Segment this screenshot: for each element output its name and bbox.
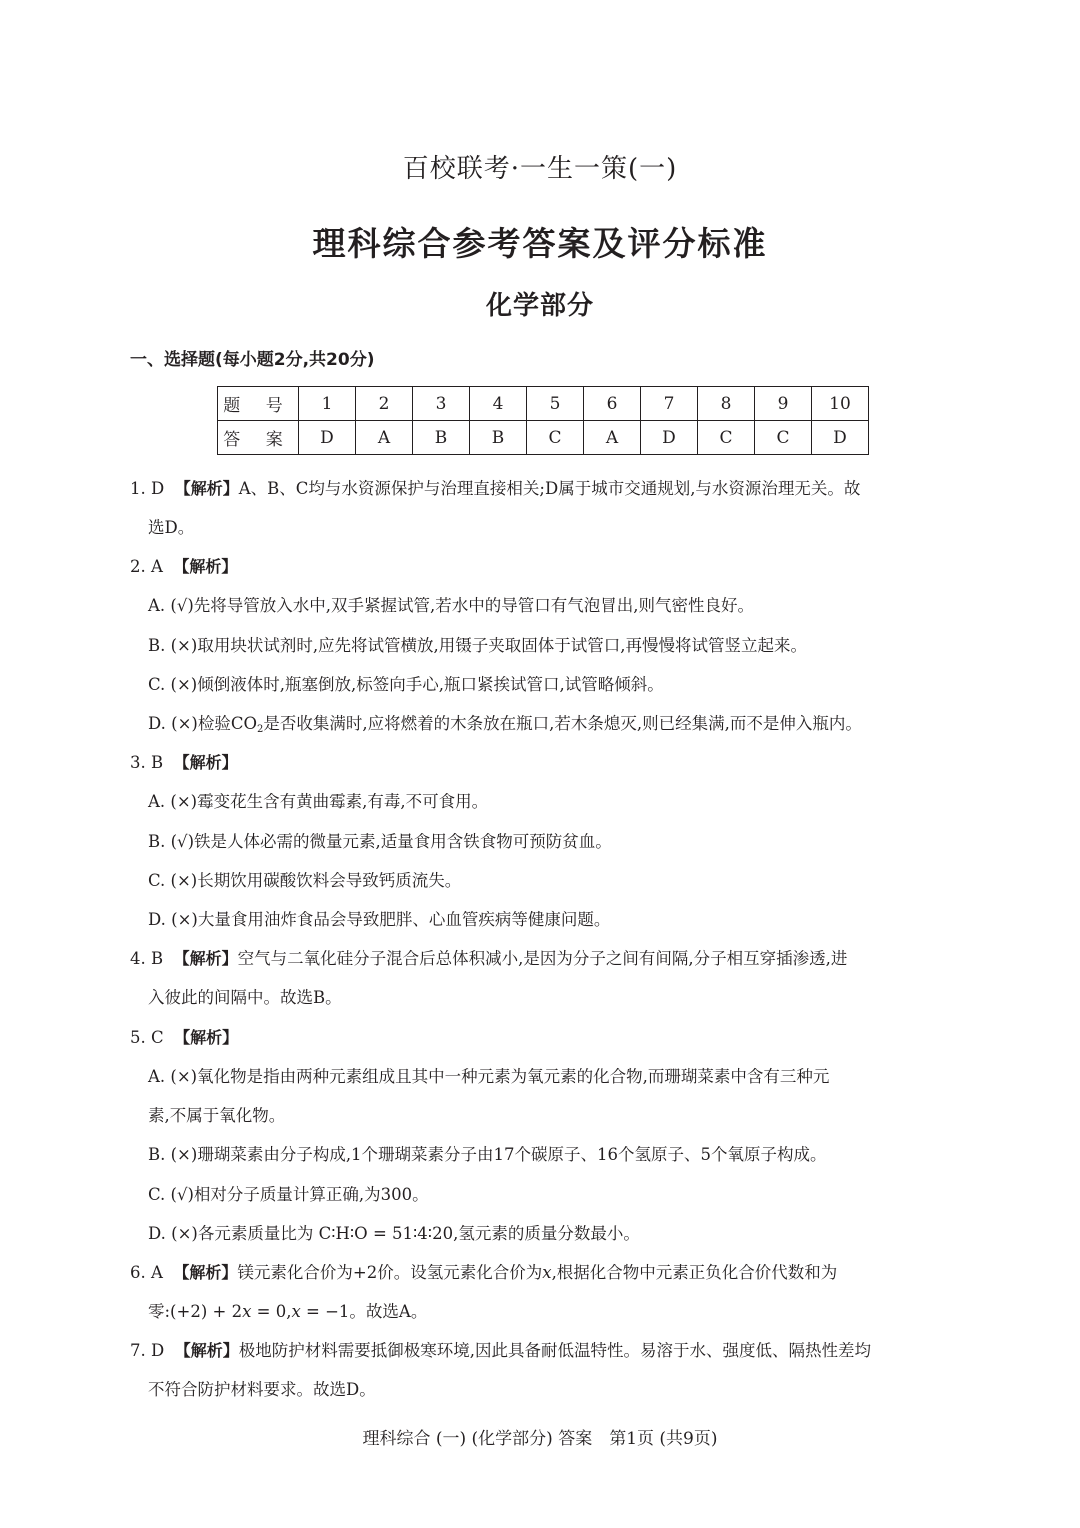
analysis-tag: 【解析】: [174, 1028, 239, 1047]
q6-explanation: [130, 1263, 837, 1283]
q2-option-b: B. (×)取用块状试剂时,应先将试管横放,用镊子夹取固体于试管口,再慢慢将试管竖立起来。: [148, 636, 808, 655]
explanation-text: = 0,: [251, 1302, 292, 1321]
section-title: 化学部分: [485, 291, 594, 321]
question-number: 2: [356, 387, 413, 421]
question-id: 5. C: [130, 1028, 164, 1047]
q7-explanation-cont: 不符合防护材料要求。故选D。: [148, 1380, 376, 1399]
question-id: 6. A: [130, 1263, 163, 1282]
question-id: 1. D: [130, 479, 165, 498]
analysis-tag: 【解析】: [173, 1263, 238, 1282]
q1-explanation-cont: 选D。: [148, 518, 195, 537]
answer-cell: C: [755, 421, 812, 455]
q3-option-b: B. (√)铁是人体必需的微量元素,适量食用含铁食物可预防贫血。: [148, 832, 612, 851]
page-title: 理科综合参考答案及评分标准: [312, 224, 768, 263]
math-variable: x: [291, 1302, 301, 1321]
question-id: 2. A: [130, 557, 163, 576]
analysis-tag: 【解析】: [173, 557, 238, 576]
q3-header: [130, 753, 238, 773]
q2-option-a: A. (√)先将导管放入水中,双手紧握试管,若水中的导管口有气泡冒出,则气密性良好。: [148, 596, 755, 615]
question-id: 7. D: [130, 1341, 165, 1360]
q2-option-d: [148, 714, 862, 740]
explanation-text: ,根据化合物中元素正负化合价代数和为: [551, 1263, 838, 1282]
answer-cell: B: [470, 421, 527, 455]
question-number: 9: [755, 387, 812, 421]
q1-explanation: [130, 479, 860, 499]
question-number: 7: [641, 387, 698, 421]
q5-header: [130, 1028, 238, 1048]
analysis-tag: 【解析】: [174, 1341, 239, 1360]
q5-option-d: D. (×)各元素质量比为 C∶H∶O = 51∶4∶20,氢元素的质量分数最小。: [148, 1224, 640, 1243]
answer-cell: D: [641, 421, 698, 455]
answer-cell: D: [812, 421, 869, 455]
row-label-number: 题 号: [218, 387, 299, 421]
answer-cell: C: [527, 421, 584, 455]
question-number: 3: [413, 387, 470, 421]
analysis-tag: 【解析】: [173, 753, 238, 772]
q7-explanation: [130, 1341, 871, 1361]
explanation-text: = −1。故选A。: [300, 1302, 428, 1321]
q6-explanation-cont: [148, 1302, 427, 1322]
option-text: 是否收集满时,应将燃着的木条放在瓶口,若木条熄灭,则已经集满,而不是伸入瓶内。: [263, 714, 862, 733]
answer-cell: D: [299, 421, 356, 455]
question-number: 6: [584, 387, 641, 421]
question-number: 5: [527, 387, 584, 421]
q3-option-a: A. (×)霉变花生含有黄曲霉素,有毒,不可食用。: [148, 792, 489, 811]
question-number: 8: [698, 387, 755, 421]
answer-cell: B: [413, 421, 470, 455]
q3-option-d: D. (×)大量食用油炸食品会导致肥胖、心血管疾病等健康问题。: [148, 910, 611, 929]
explanation-text: 零:(+2) + 2: [148, 1302, 243, 1321]
q5-option-c: C. (√)相对分子质量计算正确,为300。: [148, 1185, 429, 1204]
explanation-text: 镁元素化合价为+2价。设氢元素化合价为: [237, 1263, 543, 1282]
subscript: 2: [256, 724, 264, 735]
option-text: D. (×)检验CO: [148, 714, 257, 733]
page-footer: 理科综合 (一) (化学部分) 答案 第1页 (共9页): [362, 1429, 718, 1449]
q2-option-c: C. (×)倾倒液体时,瓶塞倒放,标签向手心,瓶口紧挨试管口,试管略倾斜。: [148, 675, 664, 694]
question-number: 4: [470, 387, 527, 421]
explanation-text: 极地防护材料需要抵御极寒环境,因此具备耐低温特性。易溶于水、强度低、隔热性差均: [238, 1341, 871, 1360]
answer-cell: A: [584, 421, 641, 455]
answer-table: [217, 386, 869, 455]
answer-cell: C: [698, 421, 755, 455]
explanation-text: A、B、C均与水资源保护与治理直接相关;D属于城市交通规划,与水资源治理无关。故: [238, 479, 861, 498]
analysis-tag: 【解析】: [174, 479, 239, 498]
choice-section-heading: 一、选择题(每小题2分,共20分): [130, 350, 375, 370]
q2-header: [130, 557, 237, 577]
q5-option-a-cont: 素,不属于氧化物。: [148, 1106, 286, 1125]
question-id: 3. B: [130, 753, 164, 772]
math-variable: x: [542, 1263, 552, 1282]
exam-subtitle: 百校联考·一生一策(一): [402, 154, 678, 184]
answer-table-number-row: [218, 387, 869, 421]
answer-cell: A: [356, 421, 413, 455]
q4-explanation-cont: 入彼此的间隔中。故选B。: [148, 988, 342, 1007]
answer-table-answer-row: [218, 421, 869, 455]
q3-option-c: C. (×)长期饮用碳酸饮料会导致钙质流失。: [148, 871, 462, 890]
question-number: 10: [812, 387, 869, 421]
q5-option-a: A. (×)氧化物是指由两种元素组成且其中一种元素为氧元素的化合物,而珊瑚菜素中含有三种元: [148, 1067, 830, 1086]
analysis-tag: 【解析】: [173, 949, 238, 968]
math-variable: x: [242, 1302, 252, 1321]
q4-explanation: [130, 949, 847, 969]
q5-option-b: B. (×)珊瑚菜素由分子构成,1个珊瑚菜素分子由17个碳原子、16个氢原子、5个氧原子构成。: [148, 1145, 827, 1164]
question-number: 1: [299, 387, 356, 421]
row-label-answer: 答 案: [218, 421, 299, 455]
explanation-text: 空气与二氧化硅分子混合后总体积减小,是因为分子之间有间隔,分子相互穿插渗透,进: [237, 949, 848, 968]
question-id: 4. B: [130, 949, 164, 968]
